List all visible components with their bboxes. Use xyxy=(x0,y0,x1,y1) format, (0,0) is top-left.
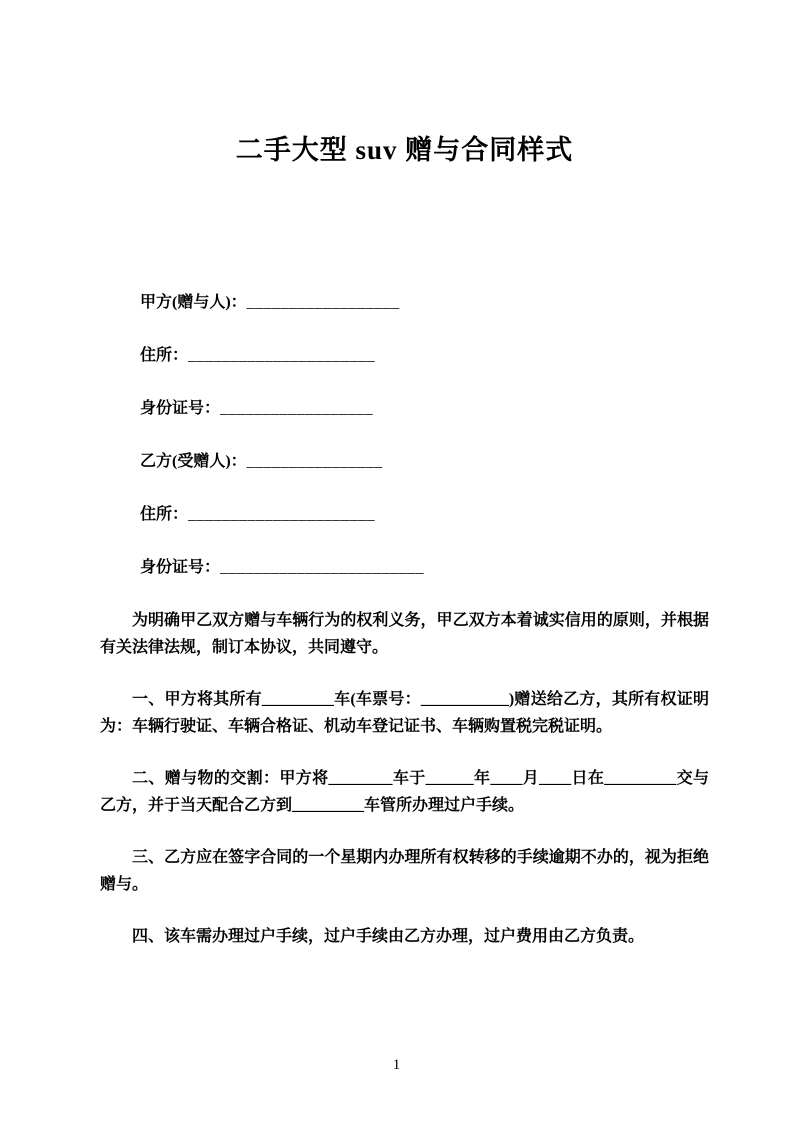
form-label-address-b: 住所： xyxy=(140,506,189,523)
form-label-id-a: 身份证号： xyxy=(140,400,221,417)
paragraph-preamble: 为明确甲乙双方赠与车辆行为的权利义务，甲乙双方本着诚实信用的原则，并根据有关法律法规，制订本协议，共同遵守。 xyxy=(100,612,709,656)
page-number: 1 xyxy=(392,1057,401,1073)
paragraph-clause-1: 一、甲方将其所有_________车(车票号：___________)赠送给乙方，其所有权证明为：车辆行驶证、车辆合格证、机动车登记证书、车辆购置税完税证明。 xyxy=(100,691,709,735)
form-blank-party-b: ________________ xyxy=(246,453,383,470)
form-blank-address-b: ______________________ xyxy=(188,506,376,523)
form-blank-id-a: __________________ xyxy=(220,400,374,417)
contract-body xyxy=(100,607,709,950)
paragraph-clause-4: 四、该车需办理过户手续，过户手续由乙方办理，过户费用由乙方负责。 xyxy=(132,928,645,945)
form-blank-id-b: ________________________ xyxy=(220,559,425,576)
paragraph-clause-2: 二、赠与物的交割：甲方将________车于______年____月____日在_________交与乙方，并于当天配合乙方到_________车管所办理过户手续。 xyxy=(100,770,709,814)
form-label-party-a: 甲方(赠与人)： xyxy=(140,294,247,311)
form-blank-address-a: ______________________ xyxy=(188,347,376,364)
form-line-address-a xyxy=(140,342,709,369)
form-line-id-a xyxy=(140,395,709,422)
form-line-id-b xyxy=(140,554,709,581)
document-title: 二手大型 suv 赠与合同样式 xyxy=(235,135,574,165)
form-line-party-b xyxy=(140,448,709,475)
form-blank-party-a: __________________ xyxy=(246,294,400,311)
form-label-id-b: 身份证号： xyxy=(140,559,221,576)
form-section xyxy=(140,289,709,581)
form-line-address-b xyxy=(140,501,709,528)
paragraph-clause-3: 三、乙方应在签字合同的一个星期内办理所有权转移的手续逾期不办的，视为拒绝赠与。 xyxy=(100,849,709,893)
form-line-party-a xyxy=(140,289,709,316)
form-label-party-b: 乙方(受赠人)： xyxy=(140,453,247,470)
form-label-address-a: 住所： xyxy=(140,347,189,364)
